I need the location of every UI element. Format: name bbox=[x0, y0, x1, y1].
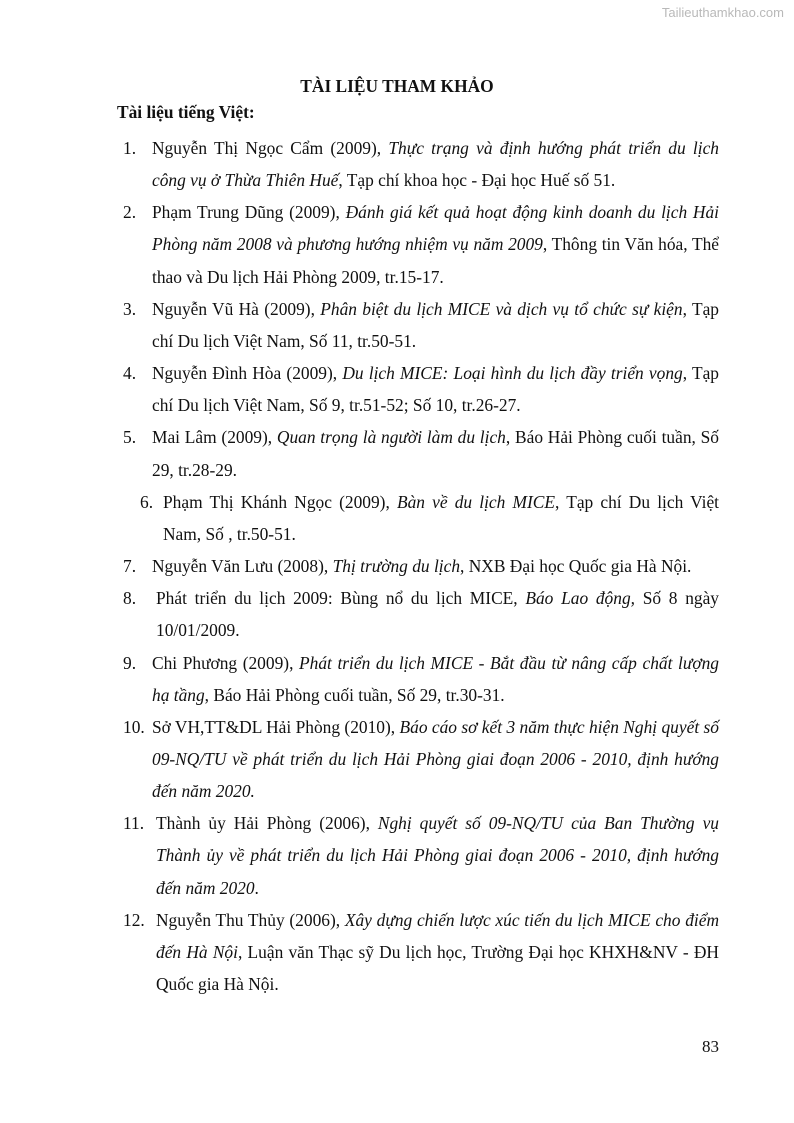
reference-text bbox=[152, 582, 719, 646]
reference-item bbox=[123, 357, 719, 421]
reference-text bbox=[152, 293, 719, 357]
reference-segment: , Luận văn Thạc sỹ Du lịch học, Trường Đại học KHXH&NV - ĐH Quốc gia Hà Nội. bbox=[156, 941, 719, 995]
reference-item bbox=[123, 904, 719, 1000]
reference-text bbox=[152, 711, 719, 807]
reference-item bbox=[123, 550, 719, 582]
reference-title: Du lịch MICE: Loại hình du lịch đầy triển vọng bbox=[342, 363, 683, 384]
reference-segment: Nguyễn Đình Hòa (2009), bbox=[152, 363, 343, 384]
reference-item bbox=[123, 711, 719, 807]
section-heading: Tài liệu tiếng Việt: bbox=[117, 102, 255, 122]
reference-text bbox=[152, 132, 719, 196]
reference-number: 8. bbox=[123, 588, 137, 609]
reference-segment: Chi Phương (2009), bbox=[152, 652, 300, 673]
reference-segment: , Tạp chí Du lịch Việt Nam, Số 11, tr.50-51. bbox=[152, 298, 719, 351]
reference-segment: Mai Lâm (2009), bbox=[152, 427, 277, 448]
reference-number: 7. bbox=[123, 556, 137, 577]
reference-segment: Phạm Trung Dũng (2009), bbox=[152, 202, 346, 223]
reference-item bbox=[123, 132, 719, 196]
reference-number: 5. bbox=[123, 427, 137, 448]
reference-segment: Phạm Thị Khánh Ngọc (2009), bbox=[163, 491, 397, 512]
page-number: 83 bbox=[702, 1037, 719, 1056]
reference-item bbox=[123, 421, 719, 485]
reference-title: Thực trạng và định hướng phát triển du lịch công vụ ở Thừa Thiên Huế bbox=[152, 138, 720, 191]
reference-segment: , Báo Hải Phòng cuối tuần, Số 29, tr.28-29. bbox=[152, 427, 719, 480]
reference-segment: Nguyễn Vũ Hà (2009), bbox=[152, 298, 321, 319]
reference-text bbox=[152, 357, 719, 421]
reference-item bbox=[123, 196, 719, 292]
reference-text bbox=[152, 904, 719, 1000]
reference-segment: Sở VH,TT&DL Hải Phòng (2010), bbox=[152, 716, 400, 737]
reference-segment: , NXB Đại học Quốc gia Hà Nội. bbox=[460, 556, 692, 577]
reference-title: Nghị quyết số 09-NQ/TU của Ban Thường vụ Thành ủy về phát triển du lịch Hải Phòng giai đoạn 2006 - 2010, định hướng đến năm 2020 bbox=[156, 813, 719, 898]
reference-title: Phân biệt du lịch MICE và dịch vụ tổ chức sự kiện bbox=[320, 298, 683, 319]
reference-number: 2. bbox=[123, 202, 137, 223]
reference-segment: Thành ủy Hải Phòng (2006), bbox=[156, 813, 378, 834]
reference-text bbox=[152, 550, 719, 582]
reference-segment: Nguyễn Văn Lưu (2008), bbox=[152, 556, 333, 577]
reference-item bbox=[123, 807, 719, 903]
reference-title: Quan trọng là người làm du lịch bbox=[276, 427, 506, 448]
reference-segment: Nguyễn Thu Thủy (2006), bbox=[156, 909, 345, 930]
reference-number: 10. bbox=[123, 716, 145, 737]
reference-text bbox=[152, 807, 719, 903]
reference-segment: , Tạp chí khoa học - Đại học Huế số 51. bbox=[338, 170, 616, 191]
reference-number: 9. bbox=[123, 652, 137, 673]
reference-number: 1. bbox=[123, 138, 137, 158]
reference-title: Phát triển du lịch MICE - Bắt đầu từ nâng cấp chất lượng hạ tầng bbox=[152, 652, 719, 705]
reference-text bbox=[152, 196, 719, 292]
reference-title: Thị trường du lịch bbox=[332, 556, 461, 577]
reference-text bbox=[152, 421, 719, 485]
reference-title: Đánh giá kết quả hoạt động kinh doanh du lịch Hải Phòng năm 2008 và phương hướng nhiệm vụ năm 2009 bbox=[152, 202, 719, 255]
reference-item bbox=[123, 647, 719, 711]
reference-segment: , Tạp chí Du lịch Việt Nam, Số , tr.50-51. bbox=[163, 491, 720, 544]
reference-segment: , Thông tin Văn hóa, Thể thao và Du lịch Hải Phòng 2009, tr.15-17. bbox=[152, 234, 719, 287]
reference-item bbox=[123, 486, 719, 550]
reference-segment: . bbox=[254, 877, 259, 898]
reference-title: Báo cáo sơ kết 3 năm thực hiện Nghị quyết số 09-NQ/TU về phát triển du lịch Hải Phòng giai đoạn 2006 - 2010, định hướng đến năm 2020. bbox=[152, 716, 719, 802]
watermark: Tailieuthamkhao.com bbox=[661, 5, 784, 20]
reference-list bbox=[123, 132, 719, 1000]
reference-segment: Nguyễn Thị Ngọc Cẩm (2009), bbox=[152, 138, 389, 158]
reference-number: 11. bbox=[123, 813, 145, 834]
reference-item bbox=[123, 582, 719, 646]
reference-title: Xây dựng chiến lược xúc tiến du lịch MICE cho điểm đến Hà Nội bbox=[156, 909, 719, 962]
reference-number: 4. bbox=[123, 363, 137, 384]
reference-segment: Phát triển du lịch 2009: Bùng nổ du lịch MICE, bbox=[156, 588, 526, 609]
reference-title: Bàn về du lịch MICE bbox=[396, 491, 556, 512]
reference-title: Báo Lao động, bbox=[525, 588, 635, 609]
reference-text bbox=[152, 647, 719, 711]
reference-item bbox=[123, 293, 719, 357]
reference-number: 6. bbox=[140, 491, 154, 512]
reference-segment: , Báo Hải Phòng cuối tuần, Số 29, tr.30-31. bbox=[204, 684, 505, 705]
reference-text bbox=[163, 486, 719, 550]
reference-segment: , Tạp chí Du lịch Việt Nam, Số 9, tr.51-52; Số 10, tr.26-27. bbox=[152, 363, 719, 416]
reference-number: 3. bbox=[123, 298, 137, 319]
reference-number: 12. bbox=[123, 909, 145, 930]
reference-segment: Số 8 ngày 10/01/2009. bbox=[156, 588, 720, 641]
page-title: TÀI LIỆU THAM KHẢO bbox=[300, 76, 494, 96]
